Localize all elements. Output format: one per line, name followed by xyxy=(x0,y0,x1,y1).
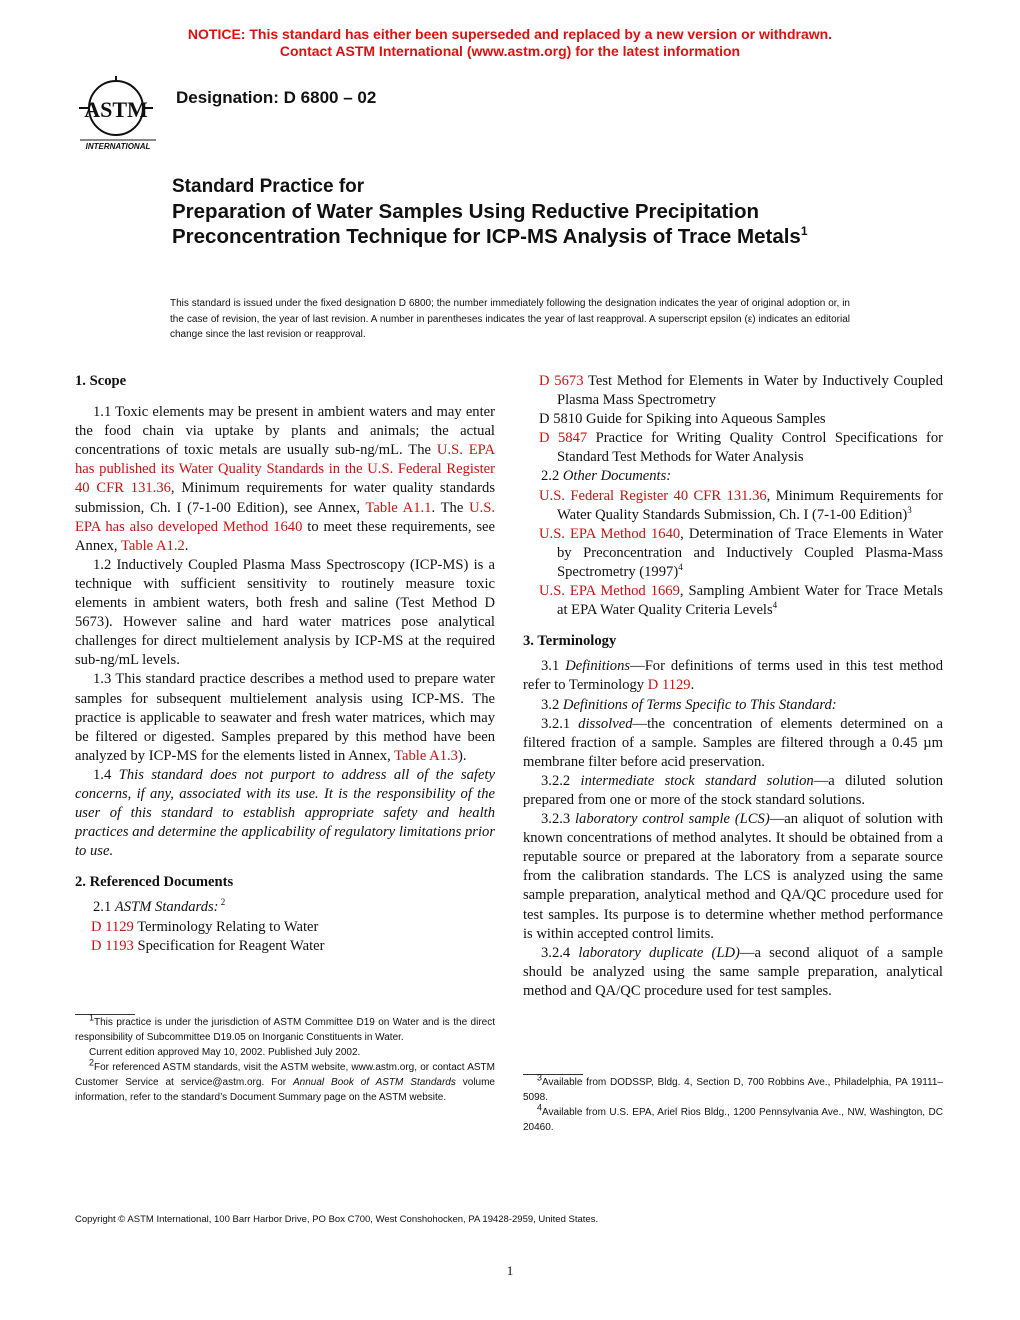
text: 1.3 This standard practice describes a method used to prepare water samples for subsequent multielement analysis using ICP-MS. The practice is applicable to seawater and fresh water matrices, which may be filtered or digested. Samples prepared by this method have been analyzed by ICP-MS for the elements listed in Annex, xyxy=(75,671,495,764)
astm-logo-icon xyxy=(72,76,164,152)
text: Definitions of Terms Specific to This Standard: xyxy=(562,696,837,713)
footnote-marker: 2 xyxy=(89,1057,95,1068)
text: 3.1 xyxy=(541,658,566,675)
footnote-ref: 4 xyxy=(678,562,683,573)
footnote-2 xyxy=(75,1057,495,1105)
footnote-1-edition: Current edition approved May 10, 2002. Published July 2002. xyxy=(89,1047,361,1058)
term: dissolved xyxy=(578,715,633,732)
footnote-marker: 4 xyxy=(537,1102,543,1113)
text: Annual Book of ASTM Standards xyxy=(293,1077,456,1088)
reference-title: Test Method for Elements in Water by Inductively Coupled Plasma Mass Spectrometry xyxy=(557,373,943,409)
footnote-4 xyxy=(523,1102,943,1135)
astm-logo xyxy=(72,76,164,152)
footnote-ref: 4 xyxy=(772,600,778,611)
designation: Designation: D 6800 – 02 xyxy=(176,88,377,107)
title-main-text: Preparation of Water Samples Using Reductive Precipitation Preconcentration Technique for ICP-MS Analysis of Trace Metals xyxy=(172,200,801,248)
text: . xyxy=(184,537,189,554)
reference-link[interactable]: U.S. Federal Register 40 CFR 131.36 xyxy=(539,487,767,504)
reference-code: D 5810 xyxy=(539,411,583,428)
text: ). xyxy=(457,747,467,764)
text: , Minimum requirements for water quality standards submission, Ch. I (7-1-00 Edition), see Annex, xyxy=(75,480,496,516)
page-number: 1 xyxy=(506,1263,514,1278)
footnote-ref: 3 xyxy=(907,504,912,515)
footnotes-right xyxy=(523,1074,943,1135)
reference-link[interactable]: D 1193 xyxy=(91,937,134,954)
footnote-ref: 2 xyxy=(218,897,226,908)
text: 3.2 xyxy=(541,696,563,713)
definition xyxy=(523,715,943,772)
reference-item xyxy=(523,429,943,467)
title-line-1: Standard Practice for xyxy=(172,176,365,197)
terminology-paragraph-3-1 xyxy=(523,657,943,695)
reference-item xyxy=(75,918,495,937)
scope-paragraph-1-4 xyxy=(75,766,495,861)
logo-text: ASTM xyxy=(84,97,148,122)
text: 3.2.2 xyxy=(541,772,581,789)
text: —For definitions of terms used in this test method refer to Terminology xyxy=(523,658,943,694)
definition xyxy=(523,944,943,1001)
astm-standards-subheading xyxy=(75,898,495,917)
definition xyxy=(523,772,943,810)
text: 1.4 xyxy=(93,766,119,783)
scope-paragraph-1-1 xyxy=(75,403,495,556)
copyright: Copyright © ASTM International, 100 Barr Harbor Drive, PO Box C700, West Conshohocken, PA 19428-2959, United States. xyxy=(75,1214,599,1225)
logo-subtext: INTERNATIONAL xyxy=(85,142,151,151)
safety-caveat: This standard does not purport to address all of the safety concerns, if any, associated with its use. It is the responsibility of the user of this standard to establish appropriate safety and health practices and determine the applicability of regulatory limitations prior to use. xyxy=(75,766,495,860)
reference-link[interactable]: U.S. EPA Method 1640 xyxy=(539,525,681,542)
left-column xyxy=(75,372,495,956)
text: —the concentration of elements determined on a filtered fraction of a sample. Samples are filtered through a 0.45 µm membrane filter before acid preservation. xyxy=(523,715,943,770)
table-a1-3-link[interactable]: Table A1.3 xyxy=(394,747,458,764)
reference-item xyxy=(523,410,943,429)
reference-link[interactable]: U.S. EPA Method 1669 xyxy=(539,583,680,600)
issue-note: This standard is issued under the fixed designation D 6800; the number immediately following the designation indicates the year of original adoption or, in the case of revision, the year of last revision. A number in parentheses indicates the year of last reapproval. A superscript epsilon (ε) indicates an editorial change since the last revision or reapproval. xyxy=(170,298,850,340)
text: Definitions xyxy=(565,658,631,675)
scope-heading: 1. Scope xyxy=(75,373,127,389)
footnote-marker: 1 xyxy=(89,1012,95,1023)
text: 2.2 xyxy=(541,468,563,485)
footnote-marker: 3 xyxy=(537,1072,543,1083)
reference-title: Practice for Writing Quality Control Specifications for Standard Test Methods for Water Analysis xyxy=(557,430,943,466)
notice-line-1: NOTICE: This standard has either been superseded and replaced by a new version or withdrawn. xyxy=(187,26,833,42)
epa-method-1640-link[interactable]: U.S. EPA has also developed Method 1640 xyxy=(75,499,496,535)
scope-paragraph-1-2: 1.2 Inductively Coupled Plasma Mass Spectroscopy (ICP-MS) is a technique with sufficient sensitivity to routinely measure toxic elements in ambient waters, both fresh and saline (Test Method D 5673). However saline and hard water matrices pose analytical challenges for direct multielement analysis by ICP-MS at the required sub-ng/mL levels. xyxy=(75,556,495,669)
reference-title: Terminology Relating to Water xyxy=(133,918,319,935)
reference-link[interactable]: D 5673 xyxy=(539,373,584,389)
reference-title: Specification for Reagent Water xyxy=(133,937,325,954)
reference-item xyxy=(523,582,943,620)
footnote-3 xyxy=(523,1072,943,1105)
text: Available from DODSSP, Bldg. 4, Section D, 700 Robbins Ave., Philadelphia, PA 19111–5098. xyxy=(523,1077,943,1103)
text: This practice is under the jurisdiction of ASTM Committee D19 on Water and is the direct responsibility of Subcommittee D19.05 on Inorganic Constituents in Water. xyxy=(75,1017,495,1043)
epa-standards-link[interactable]: U.S. EPA has published its Water Quality Standards in the U.S. Federal Register 40 CFR 131.36 xyxy=(75,442,495,497)
scope-paragraph-1-3 xyxy=(75,670,495,765)
reference-title: Guide for Spiking into Aqueous Samples xyxy=(582,411,826,428)
text: —a second aliquot of a sample should be analyzed using the same sample preparation, analytical method and QA/QC procedure used for test samples. xyxy=(523,944,943,999)
text: ASTM Standards: xyxy=(114,899,219,916)
reference-item xyxy=(523,525,943,582)
definition xyxy=(523,810,943,944)
right-column xyxy=(523,372,943,1001)
terminology-paragraph-3-2 xyxy=(523,696,943,715)
document-title xyxy=(172,175,892,249)
reference-item xyxy=(523,487,943,525)
text: For referenced ASTM standards, visit the ASTM website, www.astm.org, or contact ASTM Customer Service at service@astm.org. For xyxy=(75,1062,495,1088)
notice-line-2: Contact ASTM International (www.astm.org) for the latest information xyxy=(279,43,741,59)
reference-item xyxy=(75,937,495,956)
reference-link[interactable]: D 1129 xyxy=(91,918,134,935)
text: Other Documents: xyxy=(562,468,672,485)
text: to meet these requirements, see Annex, xyxy=(75,518,495,554)
reference-link[interactable]: D 5847 xyxy=(539,430,588,447)
text: 3.2.3 xyxy=(541,811,575,828)
text: 2.1 xyxy=(93,899,115,916)
text: . xyxy=(690,677,695,694)
text: Available from U.S. EPA, Ariel Rios Bldg., 1200 Pennsylvania Ave., NW, Washington, DC 20460. xyxy=(523,1107,943,1133)
reference-title: , Minimum Requirements for Water Quality Standards Submission, Ch. I (7-1-00 Edition) xyxy=(557,487,943,523)
d1129-link[interactable]: D 1129 xyxy=(647,677,691,694)
text: . The xyxy=(431,499,470,516)
reference-title: , Sampling Ambient Water for Trace Metals at EPA Water Quality Criteria Levels xyxy=(557,583,943,619)
table-a1-1-link[interactable]: Table A1.1 xyxy=(365,499,432,516)
text: 3.2.4 xyxy=(541,944,579,961)
text: —an aliquot of solution with known concentrations of method analytes. It should be obtained from a reputable source or prepared at the laboratory from a separate source from the calibration standards. The LCS is analyzed using the same sample preparation, analytical method and QA/QC procedure used for test samples. Its purpose is to determine whether method performance is within accepted control limits. xyxy=(523,811,943,942)
text: 1.1 Toxic elements may be present in ambient waters and may enter the food chain via uptake by plants and animals; the actual concentrations of toxic metals are usually sub-ng/mL. The xyxy=(75,404,495,459)
title-footnote-ref: 1 xyxy=(800,224,808,239)
term: laboratory duplicate (LD) xyxy=(578,944,740,961)
footnote-1 xyxy=(75,1012,495,1045)
term: laboratory control sample (LCS) xyxy=(575,811,770,828)
text: —a diluted solution prepared from one or more of the stock standard solutions. xyxy=(523,772,943,808)
withdrawn-notice xyxy=(0,26,1020,60)
term: intermediate stock standard solution xyxy=(580,772,814,789)
text: 3.2.1 xyxy=(541,715,579,732)
text: volume information, refer to the standard’s Document Summary page on the ASTM website. xyxy=(75,1077,495,1103)
reference-item xyxy=(523,372,943,410)
title-main xyxy=(172,199,892,249)
reference-title: , Determination of Trace Elements in Water by Preconcentration and Inductively Coupled Plasma-Mass Spectrometry (1997) xyxy=(557,525,943,580)
table-a1-2-link[interactable]: Table A1.2 xyxy=(120,537,185,554)
footnotes-left xyxy=(75,1014,495,1105)
other-documents-subheading xyxy=(523,467,943,486)
referenced-documents-heading: 2. Referenced Documents xyxy=(75,874,234,891)
terminology-heading: 3. Terminology xyxy=(523,633,617,650)
